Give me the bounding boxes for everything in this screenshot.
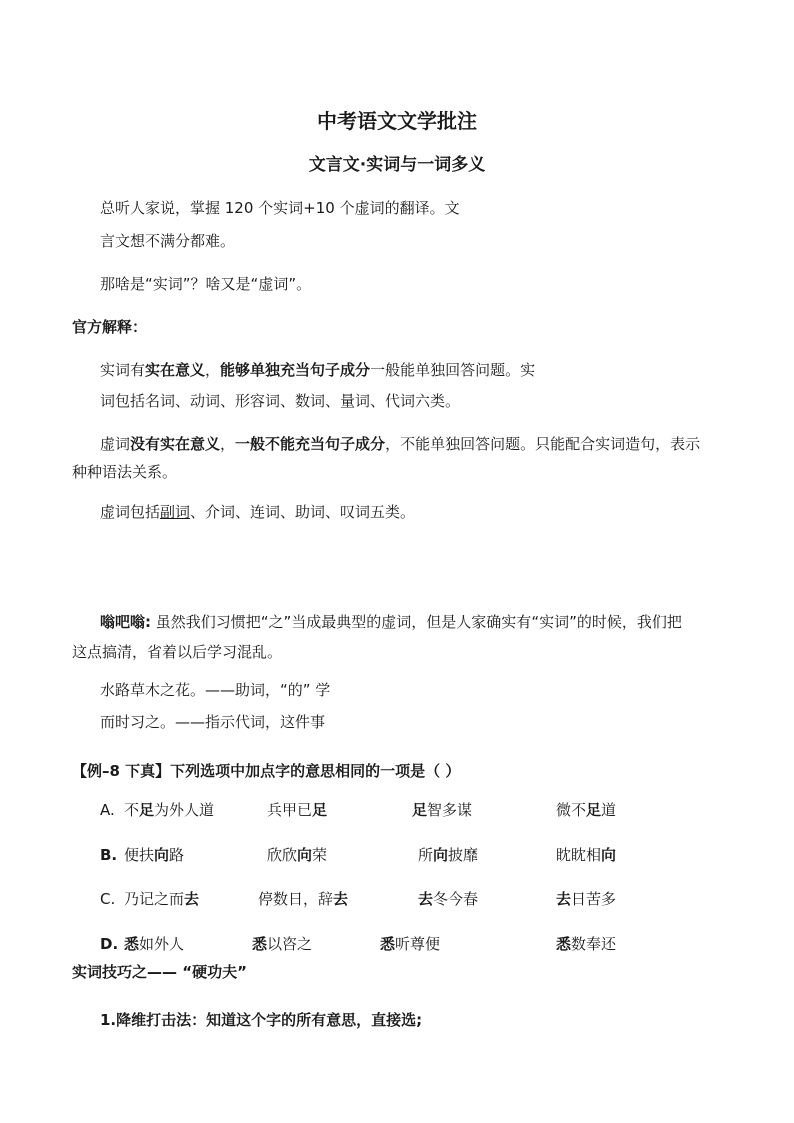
option-b-label: B.	[100, 846, 118, 864]
option-b-item	[418, 845, 478, 865]
option-a-item	[267, 800, 327, 820]
option-b-item	[267, 845, 327, 865]
option-c-item	[258, 889, 348, 909]
option-text: 停数日，辞	[258, 890, 334, 908]
note-line-1	[100, 612, 682, 632]
option-d-item	[124, 934, 184, 954]
xuci-emphasis: 没有实在意义	[130, 435, 221, 453]
intro-line-1: 总听人家说，掌握 120 个实词+10 个虚词的翻译。文	[100, 199, 460, 217]
option-d-label: D.	[100, 935, 119, 953]
xuci-underlined: 副词	[160, 503, 191, 521]
option-d-item	[380, 934, 440, 954]
option-text: 不	[124, 801, 140, 819]
document-subtitle: 文言文·实词与一词多义	[308, 155, 486, 175]
shici-text: 实词有	[100, 361, 146, 379]
option-a-label: A.	[100, 801, 115, 819]
shici-paragraph-line-2: 词包括名词、动词、形容词、数词、量词、代词六类。	[100, 392, 461, 410]
option-key-char: 去	[556, 890, 572, 908]
question-line: 那啥是“实词”？啥又是“虚词”。	[100, 275, 312, 293]
option-a-item	[556, 800, 616, 820]
option-key-char: 向	[601, 846, 617, 864]
option-text: 智多谋	[427, 801, 473, 819]
xuci-text: 、介词、连词、助词、叹词五类。	[190, 503, 416, 521]
option-key-char: 去	[333, 890, 349, 908]
shici-text: 一般能单独回答问题。实	[370, 361, 536, 379]
option-text: 如外人	[139, 935, 185, 953]
note-line-2: 这点搞清，省着以后学习混乱。	[72, 643, 283, 661]
option-text: 便扶	[124, 846, 155, 864]
option-text: 披靡	[448, 846, 479, 864]
xuci-text: ，不能单独回答问题。只能配合实词造句，表示	[385, 435, 701, 453]
shici-emphasis: 实在意义	[145, 361, 206, 379]
xuci-text: ，	[220, 435, 236, 453]
option-c-item	[418, 889, 478, 909]
xuci-text: 虚词	[100, 435, 131, 453]
option-c-item	[556, 889, 616, 909]
example-heading: 【例–8 下真】下列选项中加点字的意思相同的一项是（ ）	[72, 762, 461, 780]
option-text: 数奉还	[571, 935, 617, 953]
option-key-char: 悉	[380, 935, 396, 953]
option-c-item	[124, 889, 199, 909]
option-text: 冬今春	[433, 890, 479, 908]
note-example-2: 而时习之。——指示代词，这件事	[100, 713, 326, 731]
option-b-item	[124, 845, 184, 865]
option-key-char: 去	[184, 890, 200, 908]
option-text: 听尊便	[395, 935, 441, 953]
xuci-paragraph-line-3	[100, 502, 415, 522]
shici-text: ，	[205, 361, 221, 379]
note-text: 虽然我们习惯把“之”当成最典型的虚词，但是人家确实有“实词”的时候，我们把	[151, 613, 682, 631]
intro-line-2: 言文想不满分都难。	[100, 232, 236, 250]
option-key-char: 去	[418, 890, 434, 908]
option-key-char: 足	[412, 801, 428, 819]
xuci-paragraph-line-2: 种种语法关系。	[72, 463, 178, 481]
option-text: 所	[418, 846, 434, 864]
document-title: 中考语文文学批注	[317, 109, 477, 133]
option-d-item	[556, 934, 616, 954]
option-key-char: 悉	[124, 935, 140, 953]
skill-heading: 实词技巧之—— “硬功夫”	[72, 963, 247, 981]
shici-emphasis: 能够单独充当句子成分	[220, 361, 371, 379]
option-b-item	[556, 845, 616, 865]
option-text: 路	[169, 846, 185, 864]
option-text: 眈眈相	[556, 846, 602, 864]
option-c-label: C.	[100, 890, 116, 908]
option-text: 道	[601, 801, 617, 819]
xuci-text: 虚词包括	[100, 503, 161, 521]
option-key-char: 向	[154, 846, 170, 864]
option-a-item	[412, 800, 472, 820]
method-1-heading: 1.降维打击法：知道这个字的所有意思，直接选;	[100, 1011, 423, 1029]
option-text: 欣欣	[267, 846, 298, 864]
xuci-emphasis: 一般不能充当句子成分	[235, 435, 386, 453]
shici-paragraph-line-1	[100, 360, 535, 380]
option-text: 乃记之而	[124, 890, 185, 908]
option-d-item	[252, 934, 312, 954]
option-text: 荣	[312, 846, 328, 864]
note-example-1: 水路草木之花。——助词，“的” 学	[100, 681, 331, 699]
option-text: 为外人道	[154, 801, 215, 819]
option-a-item	[124, 800, 214, 820]
option-text: 微不	[556, 801, 587, 819]
option-key-char: 向	[433, 846, 449, 864]
option-key-char: 足	[586, 801, 602, 819]
note-label: 嗡吧嗡:	[100, 613, 151, 631]
option-key-char: 足	[139, 801, 155, 819]
xuci-paragraph-line-1	[100, 434, 700, 454]
official-label: 官方解释：	[72, 318, 148, 336]
option-key-char: 向	[297, 846, 313, 864]
option-key-char: 悉	[556, 935, 572, 953]
option-key-char: 悉	[252, 935, 268, 953]
option-text: 兵甲已	[267, 801, 313, 819]
option-key-char: 足	[312, 801, 328, 819]
option-text: 日苦多	[571, 890, 617, 908]
option-text: 以咨之	[267, 935, 313, 953]
